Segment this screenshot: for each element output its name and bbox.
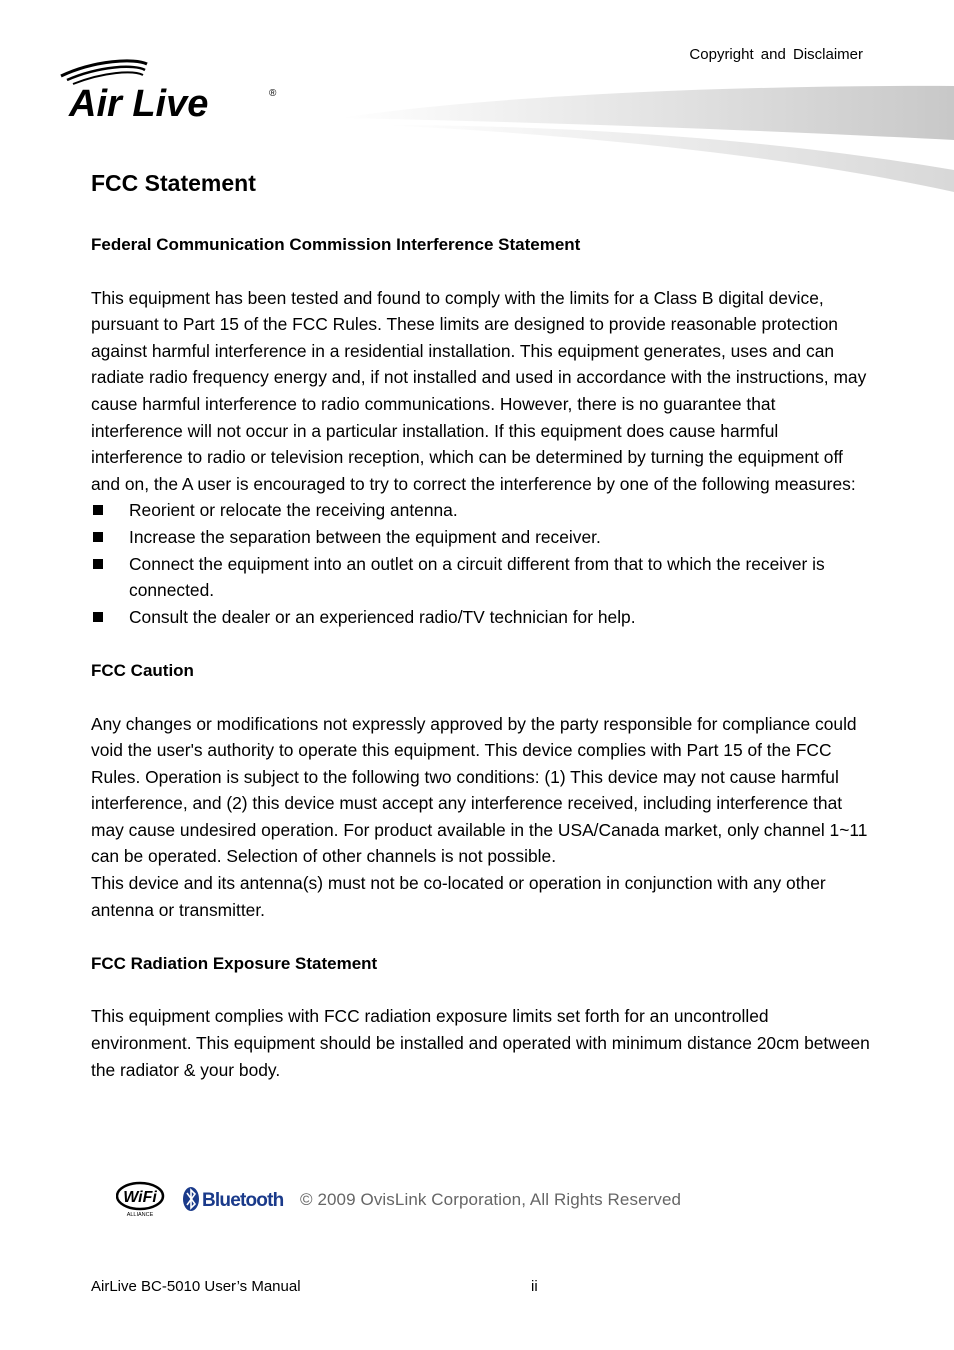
svg-text:Bluetooth: Bluetooth	[202, 1190, 284, 1211]
wifi-alliance-logo	[117, 1183, 163, 1218]
radiation-heading: FCC Radiation Exposure Statement	[91, 953, 378, 973]
interference-heading: Federal Communication Commission Interference Statement	[91, 235, 581, 254]
manual-title: AirLive BC-5010 User’s Manual	[91, 1278, 301, 1295]
square-bullet-icon	[93, 532, 103, 542]
list-item: Reorient or relocate the receiving antenna.	[91, 497, 871, 524]
list-item: Connect the equipment into an outlet on a circuit different from that to which the receiver is connected.	[91, 551, 871, 604]
measures-list	[91, 497, 871, 630]
caution-heading: FCC Caution	[91, 660, 194, 680]
caution-body: Any changes or modifications not expressly approved by the party responsible for compliance could void the user's authority to operate this equipment. This device complies with Part 15 of the FCC Rules. Operation is subject to the following two conditions: (1) This device may not cause harmful interference, and (2) this device must accept any interference received, including interference that may cause undesired operation. For product available in the USA/Canada market, only channel 1~11 can be operated. Selection of other channels is not possible.	[91, 713, 868, 867]
caution-antenna-note: This device and its antenna(s) must not be co-located or operation in conjunction with any other antenna or transmitter.	[91, 873, 826, 920]
square-bullet-icon	[93, 559, 103, 569]
radiation-body: This equipment complies with FCC radiation exposure limits set forth for an uncontrolled environment. This equipment should be installed and operated with minimum distance 20cm between the radiator & your body.	[91, 1006, 870, 1080]
page-title: FCC Statement	[91, 170, 256, 196]
list-item: Increase the separation between the equipment and receiver.	[91, 524, 871, 551]
airlive-logo	[55, 58, 285, 122]
header-section-title: Copyright and Disclaimer	[689, 46, 863, 63]
page-number: ii	[531, 1278, 538, 1295]
interference-body: This equipment has been tested and found to comply with the limits for a Class B digital device, pursuant to Part 15 of the FCC Rules. These limits are designed to provide reasonable protection against harmful interference in a residential installation. This equipment generates, uses and can radiate radio frequency energy and, if not installed and used in accordance with the instructions, may cause harmful interference to radio communications. However, there is no guarantee that interference will not occur in a particular installation. If this equipment does cause harmful interference to radio or television reception, which can be determined by turning the equipment off and on, the A user is encouraged to try to correct the interference by one of the following measures:	[91, 287, 867, 494]
list-item: Consult the dealer or an experienced radio/TV technician for help.	[91, 604, 871, 631]
square-bullet-icon	[93, 505, 103, 515]
bluetooth-logo	[183, 1187, 284, 1211]
svg-text:Air Live: Air Live	[69, 83, 209, 122]
svg-text:WiFi: WiFi	[123, 1189, 157, 1206]
svg-text:ALLIANCE: ALLIANCE	[126, 1212, 154, 1218]
copyright-notice: © 2009 OvisLink Corporation, All Rights Reserved	[300, 1190, 682, 1209]
svg-text:®: ®	[269, 88, 277, 99]
square-bullet-icon	[93, 612, 103, 622]
fcc-content	[91, 165, 871, 1083]
